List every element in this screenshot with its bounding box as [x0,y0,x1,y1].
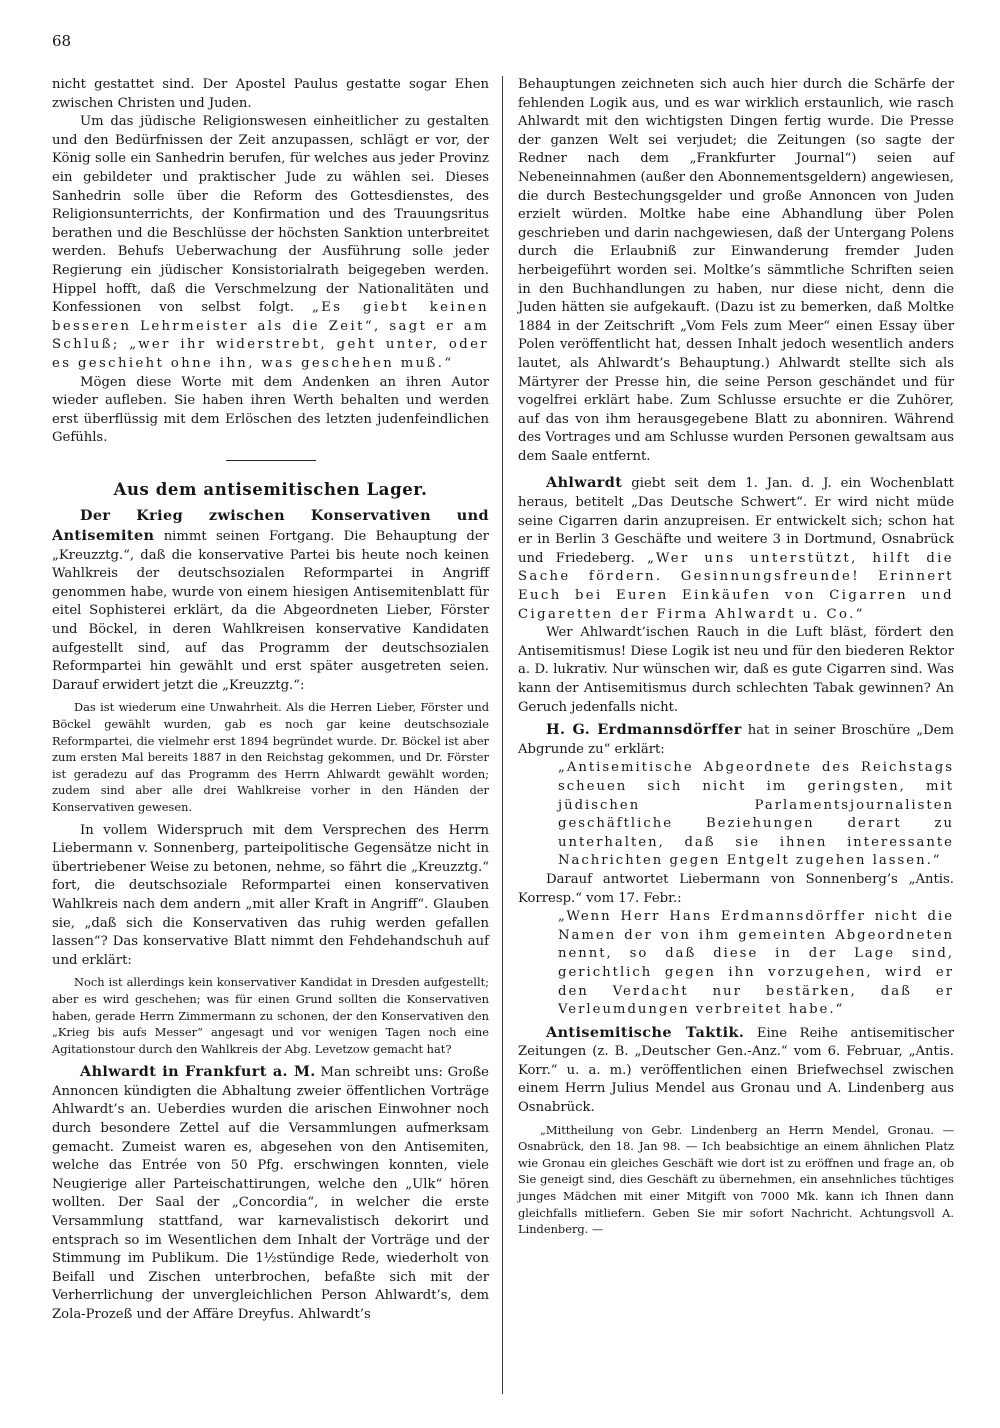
frankfurt-continued: Behauptungen zeichneten sich auch hier durch die Schärfe der fehlenden Logik aus, und es war wirklich erstaunlich, wie rasch Ahlwardt mit den wichtigsten Dingen fertig wurde. Die Presse der ganzen Welt sei verjudet; die Zeitungen (so sagte der Redner nach dem „Frankfurter Journal“) seien auf Nebeneinnahmen (außer den Abonnementsgeldern) angewiesen, die durch Bestechungsgelder und große Annoncen von Juden erzielt würden. Moltke habe eine Abhandlung über Polen geschrieben und darin nachgewiesen, daß der Untergang Polens durch die Erlaubniß zur Einwanderung fremder Juden herbeigeführt worden sei. Moltke’s sämmtliche Schriften seien in den Buchhandlungen zu haben, nur diese nicht, denn die Juden hätten sie aufgekauft. (Dazu ist zu bemerken, daß Moltke 1884 in der Zeitschrift „Vom Fels zum Meer“ einen Essay über Polen veröffentlicht hat, dessen Inhalt jedoch wesentlich anders lautet, als Ahlwardt’s Behauptung.) Ahlwardt stellte sich als Märtyrer der Presse hin, die seine Person geschändet und für vogelfrei erklärt habe. Zum Schlusse ersuchte er die Zuhörer, auf das von ihm herausgegebene Blatt zu abonniren. Während des Vortrages und am Schlusse wurden Personen gewaltsam aus dem Saale entfernt. [518,77,954,464]
article-frankfurt-heading: Ahlwardt in Frankfurt a. M. [80,1063,316,1081]
paragraph-closing: Mögen diese Worte mit dem Andenken an ihren Autor wieder aufleben. Sie haben ihren Werth behalten und werden erst überflüssig mit dem Erlöschen des letzten judenfeindlichen Gefühls. [52,374,489,446]
article-taktik-text: Eine Reihe antisemitischer Zeitungen (z. B. „Deutscher Gen.-Anz.“ vom 6. Februar, „Antis. Korr.“ u. a. m.) veröffentlichen einen Briefwechsel zwischen einem Herrn Julius Mendel aus Gronau und A. Lindenberg aus Osnabrück. [518,1025,954,1116]
darauf-quote [518,908,954,1020]
kreuzztg-reply: Das ist wiederum eine Unwahrheit. Als die Herren Lieber, Förster und Böckel gewählt wurden, gab es noch gar keine deutschsoziale Reformpartei, die vielmehr erst 1894 begründet wurde. Dr. Böckel ist aber zum ersten Mal bereits 1887 in den Reichstag gekommen, und Dr. Förster ist geradezu auf das Programm des Herrn Ahlwardt gewählt worden; zudem sind aber alle drei Wahlkreise vorher in den Händen der Konservativen gewesen. [52,700,489,814]
article-krieg [52,507,489,695]
kreuzztg-declaration: Noch ist allerdings kein konservativer Kandidat in Dresden aufgestellt; aber es wird geschehen; was für einen Grund sollten die Konservativen haben, gerade Herrn Zimmermann zu schonen, der den Konservativen den „Krieg bis aufs Messer“ angesagt und vor wenigen Tagen noch eine Agitationstour durch den Wahlkreis der Abg. Levetzow gemacht hat? [52,975,489,1056]
column-divider [502,76,503,1394]
paragraph-continuation: nicht gestattet sind. Der Apostel Paulus gestatte sogar Ehen zwischen Christen und Juden. [52,77,489,111]
darauf-quote-text: „Wenn Herr Hans Erdmannsdörffer nicht die Namen der von ihm gemeinten Abgeordneten nennt, so daß diese in der Lage sind, gerichtlich gegen ihn vorzugehen, wird er den Verdacht nur bestärken, daß er Verleumdungen verbreitet habe.“ [558,909,954,1018]
article-ahlwardt [518,474,954,624]
article-erdmann-heading: H. G. Erdmannsdörffer [546,721,742,739]
article-erdmann-text: hat in seiner Broschüre „Dem Abgrunde zu“ erklärt: [518,723,954,757]
page-number: 68 [52,32,72,50]
article-krieg-heading: Der Krieg zwischen Konservativen und Antisemiten [52,507,489,545]
section-title: Aus dem antisemitischen Lager. [113,479,428,499]
erdmann-quote [518,759,954,871]
article-erdmann [518,721,954,759]
article-darauf: Darauf antwortet Liebermann von Sonnenberg’s „Antis. Korresp.“ vom 17. Febr.: [518,871,954,906]
hippel-quote: „Es giebt keinen besseren Lehrmeister als die Zeit“, sagt er am Schluß; „wer ihr widerstrebt, geht unter, oder es geschieht ohne ihn, was geschehen muß.“ [52,300,489,371]
left-column [52,76,489,1325]
lindenberg-letter: „Mittheilung von Gebr. Lindenberg an Herrn Mendel, Gronau. — Osnabrück, den 18. Jan 98. — Ich beabsichtige an einem ähnlichen Platz wie Gronau ein gleiches Geschäft wie dort ist zu eröffnen und frage an, ob Sie geneigt sind, dies Geschäft zu übernehmen, ein ansehnliches tüchtiges junges Mädchen mit einer Mitgift von 7000 Mk. kann ich Ihnen dann gleichfalls mitliefern. Geben Sie mir sofort Nachricht. Achtungsvoll A. Lindenberg. — [518,1122,954,1237]
article-ahlwardt-heading: Ahlwardt [546,474,623,492]
article-taktik [518,1024,954,1118]
article-taktik-heading: Antisemitische Taktik. [546,1023,745,1041]
right-column [518,76,954,1244]
sanhedrin-text: Um das jüdische Religionswesen einheitlicher zu gestalten und den Bedürfnissen der Zeit anzupassen, schlägt er vor, der König solle ein Sanhedrin berufen, für welches aus jeder Provinz ein gebildeter und praktischer Jude zu wählen sei. Dieses Sanhedrin solle über die Reform des Gottesdienstes, des Religionsunterrichts, der Konfirmation und des Trauungsritus berathen und die Beschlüsse der höchsten Sanktion unterbreitet werden. Behufs Ueberwachung der Ausführung solle jeder Regierung ein jüdischer Konsistorialrath beigegeben werden. Hippel hofft, daß die Verschmelzung der Nationalitäten und Konfessionen von selbst folgt. [52,114,489,316]
article-ahlwardt-comment: Wer Ahlwardt’ischen Rauch in die Luft bläst, fördert den Antisemitismus! Diese Logik ist neu und für den biederen Rektor a. D. lukrativ. Nur wünschen wir, daß es gute Cigarren sind. Was kann der Antisemitismus durch schlechten Tabak gewinnen? An Geruch jedenfalls nicht. [518,625,954,715]
article-krieg-text: nimmt seinen Fortgang. Die Behauptung der „Kreuzztg.“, daß die konservative Partei bis heute noch keinen Wahlkreis der deutschsozialen Reformpartei in Angriff genommen habe, wurde von einem hiesigen Antisemitenblatt für eitel Sophisterei erklärt, da die Abgeordneten Lieber, Förster und Böckel, in deren Wahlkreisen konservative Kandidaten aufgestellt sind, auf das Programm der deutschsozialen Reformpartei hin gewählt und erst später ausgetreten seien. Darauf erwidert jetzt die „Kreuzztg.“: [52,529,489,693]
section-separator [226,460,316,461]
article-krieg-continued: In vollem Widerspruch mit dem Versprechen des Herrn Liebermann v. Sonnenberg, parteipolitische Gegensätze nicht in übertriebener Weise zu betonen, nehme, so fährt die „Kreuzztg.“ fort, die deutschsoziale Reformpartei einen konservativen Wahlkreis nach dem andern „mit aller Kraft in Angriff“. Glauben sie, „daß sich die Konservativen das ruhig werden gefallen lassen“? Das konservative Blatt nimmt den Fehdehandschuh auf und erklärt: [52,822,489,968]
article-frankfurt-text: Man schreibt uns: Große Annoncen kündigten die Abhaltung zweier öffentlichen Vorträge Ahlwardt’s an. Ueberdies wurden die arischen Einwohner noch durch besondere Zettel auf die Versammlungen aufmerksam gemacht. Zumeist waren es, abgesehen von den Antisemiten, welche das Entrée von 50 Pfg. erschwingen konnten, viele Neugierige aller Parteischattirungen, welche den „Ulk“ hören wollten. Der Saal der „Concordia“, in welcher die erste Versammlung stattfand, war karnevalistisch dekorirt und entsprach so im Wesentlichen dem Inhalt der Vorträge und der Stimmung im Publikum. Die 1½stündige Rede, wiederholt von Beifall und Zischen unterbrochen, befaßte sich mit der Verherrlichung der unvergleichlichen Person Ahlwardt’s, dem Zola-Prozeß und der Affäre Dreyfus. Ahlwardt’s [52,1065,489,1322]
paragraph-sanhedrin [52,113,489,373]
article-frankfurt [52,1063,489,1324]
erdmann-quote-text: „Antisemitische Abgeordnete des Reichstags scheuen sich nicht im geringsten, mit jüdischen Parlamentsjournalisten geschäftliche Beziehungen derart zu unterhalten, daß sie ihnen interessante Nachrichten gegen Entgelt zugehen lassen.“ [558,760,954,869]
article-ahlwardt-text: giebt seit dem 1. Jan. d. J. ein Wochenblatt heraus, betitelt „Das Deutsche Schwert“. Er wird nicht müde seine Cigarren darin anzupreisen. Er entwickelt sich; schon hat er in Berlin 3 Geschäfte und weitere 3 in Dortmund, Osnabrück und Friedeberg. [518,476,954,566]
ahlwardt-advert-quote: „Wer uns unterstützt, hilft die Sache fördern. Gesinnungsfreunde! Erinnert Euch bei Euren Einkäufen von Cigarren und Cigaretten der Firma Ahlwardt u. Co.“ [518,550,954,622]
